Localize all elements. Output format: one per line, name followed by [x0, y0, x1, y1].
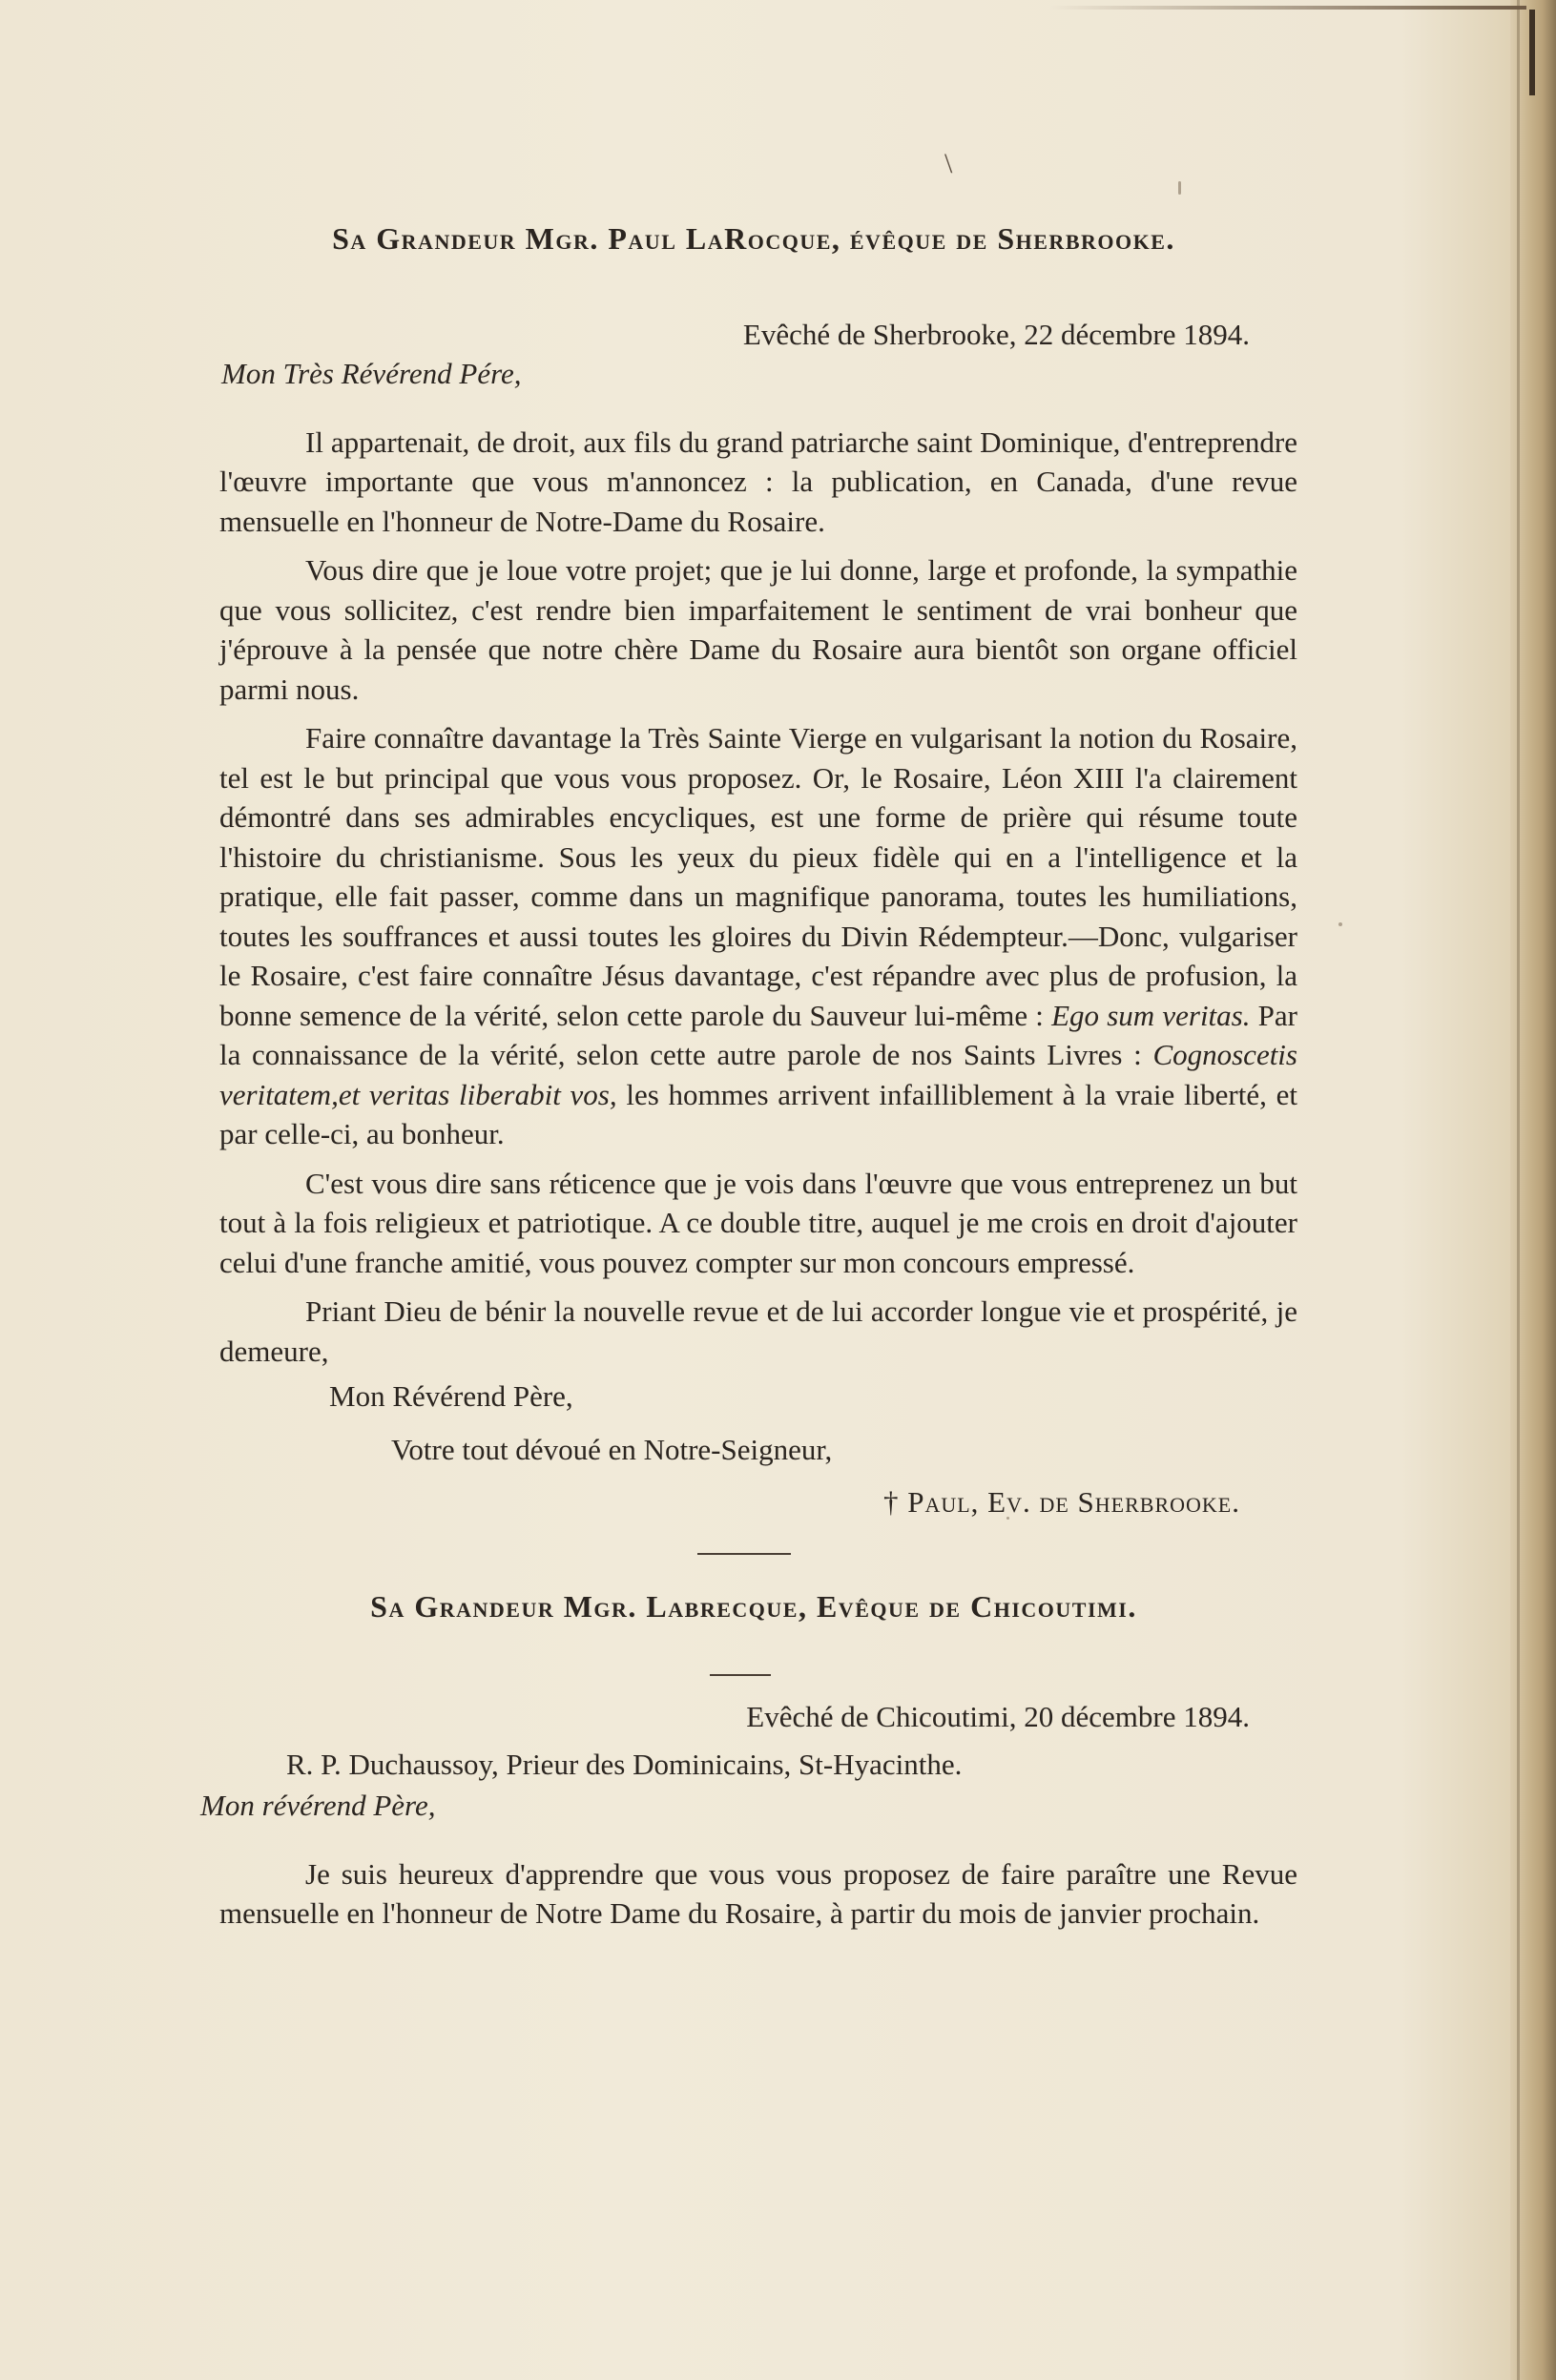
para3-text-a: Faire connaître davantage la Très Sainte Vierge en vulgarisant la notion du Rosaire, tel est le but principal que vous vous proposez. Or, le Rosaire, Léon XIII l'a clairement démontré dans ses admirables encycliques, est une forme de prière qui résume toute l'histoire du christianisme. Sous les yeux du pieux fidèle qui en a l'intelligence et la pratique, elle fait passer, comme dans un magnifique panorama, toutes les humiliations, toutes les souffrances et aussi toutes les gloires du Divin Rédempteur.—Donc, vulgariser le Rosaire, c'est faire connaître Jésus davantage, c'est répandre avec plus de profusion, la bonne semence de la vérité, selon cette parole du Sauveur lui-même :: [219, 721, 1297, 1032]
ink-spot: [1338, 922, 1342, 926]
para3-text-b: Par la connaissance de la vérité, selon cette autre parole de nos Saints Livres :: [219, 998, 1297, 1071]
page-content: [200, 191, 1307, 1934]
letter1-dateline: Evêché de Sherbrooke, 22 décembre 1894.: [742, 317, 1250, 351]
latin-quote-1: Ego sum veritas.: [1051, 998, 1251, 1032]
letter1-closing-2: Votre tout dévoué en Notre-Seigneur,: [391, 1432, 833, 1466]
top-edge-shadow: [1049, 6, 1526, 10]
letter1-signature: † Paul, Ev. de Sherbrooke.: [882, 1485, 1240, 1519]
para3-text-c: les hommes arrivent infailliblement à la vraie liberté, et par celle-ci, au bonheur.: [219, 1077, 1297, 1150]
letter1-paragraph-3: [200, 718, 1307, 1154]
latin-quote-2: Cognoscetis veritatem,et veritas liberabit vos,: [219, 1038, 1297, 1111]
page-gutter-line: [1517, 0, 1520, 2380]
letter2-salutation: Mon révérend Père,: [200, 1789, 436, 1822]
stray-mark: \: [944, 148, 953, 179]
heading-divider: [710, 1674, 771, 1676]
letter2-heading: Sa Grandeur Mgr. Labrecque, Evêque de Chicoutimi.: [370, 1588, 1137, 1624]
letter2-dateline: Evêché de Chicoutimi, 20 décembre 1894.: [746, 1700, 1250, 1733]
letter1-paragraph-5: Priant Dieu de bénir la nouvelle revue et de lui accorder longue vie et prospérité, je demeure,: [219, 1294, 1297, 1368]
section-divider: [697, 1553, 791, 1555]
corner-mark: [1529, 10, 1535, 95]
letter1-paragraph-4: C'est vous dire sans réticence que je vois dans l'œuvre que vous entreprenez un but tout à la fois religieux et patriotique. A ce double titre, auquel je me crois en droit d'ajouter celui d'une franche amitié, vous pouvez compter sur mon concours empressé.: [219, 1166, 1297, 1279]
letter2-paragraph-1: Je suis heureux d'apprendre que vous vous proposez de faire paraître une Revue mensuelle en l'honneur de Notre Dame du Rosaire, à partir du mois de janvier prochain.: [219, 1856, 1297, 1930]
letter1-paragraph-1: Il appartenait, de droit, aux fils du grand patriarche saint Dominique, d'entreprendre l'œuvre importante que vous m'annoncez : la publication, en Canada, d'une revue mensuelle en l'honneur de Notre-Dame du Rosaire.: [219, 424, 1297, 538]
letter2-addressee: R. P. Duchaussoy, Prieur des Dominicains, St-Hyacinthe.: [286, 1747, 963, 1781]
letter1-salutation: Mon Très Révérend Pére,: [221, 357, 522, 390]
letter1-paragraph-2: Vous dire que je loue votre projet; que je lui donne, large et profonde, la sympathie que vous sollicitez, c'est rendre bien imparfaitement le sentiment de vrai bonheur que j'éprouve à la pensée que notre chère Dame du Rosaire aura bientôt son organe officiel parmi nous.: [219, 553, 1297, 706]
letter1-heading: Sa Grandeur Mgr. Paul LaRocque, évêque de Sherbrooke.: [332, 221, 1175, 256]
letter1-closing: Mon Révérend Père,: [329, 1379, 573, 1413]
